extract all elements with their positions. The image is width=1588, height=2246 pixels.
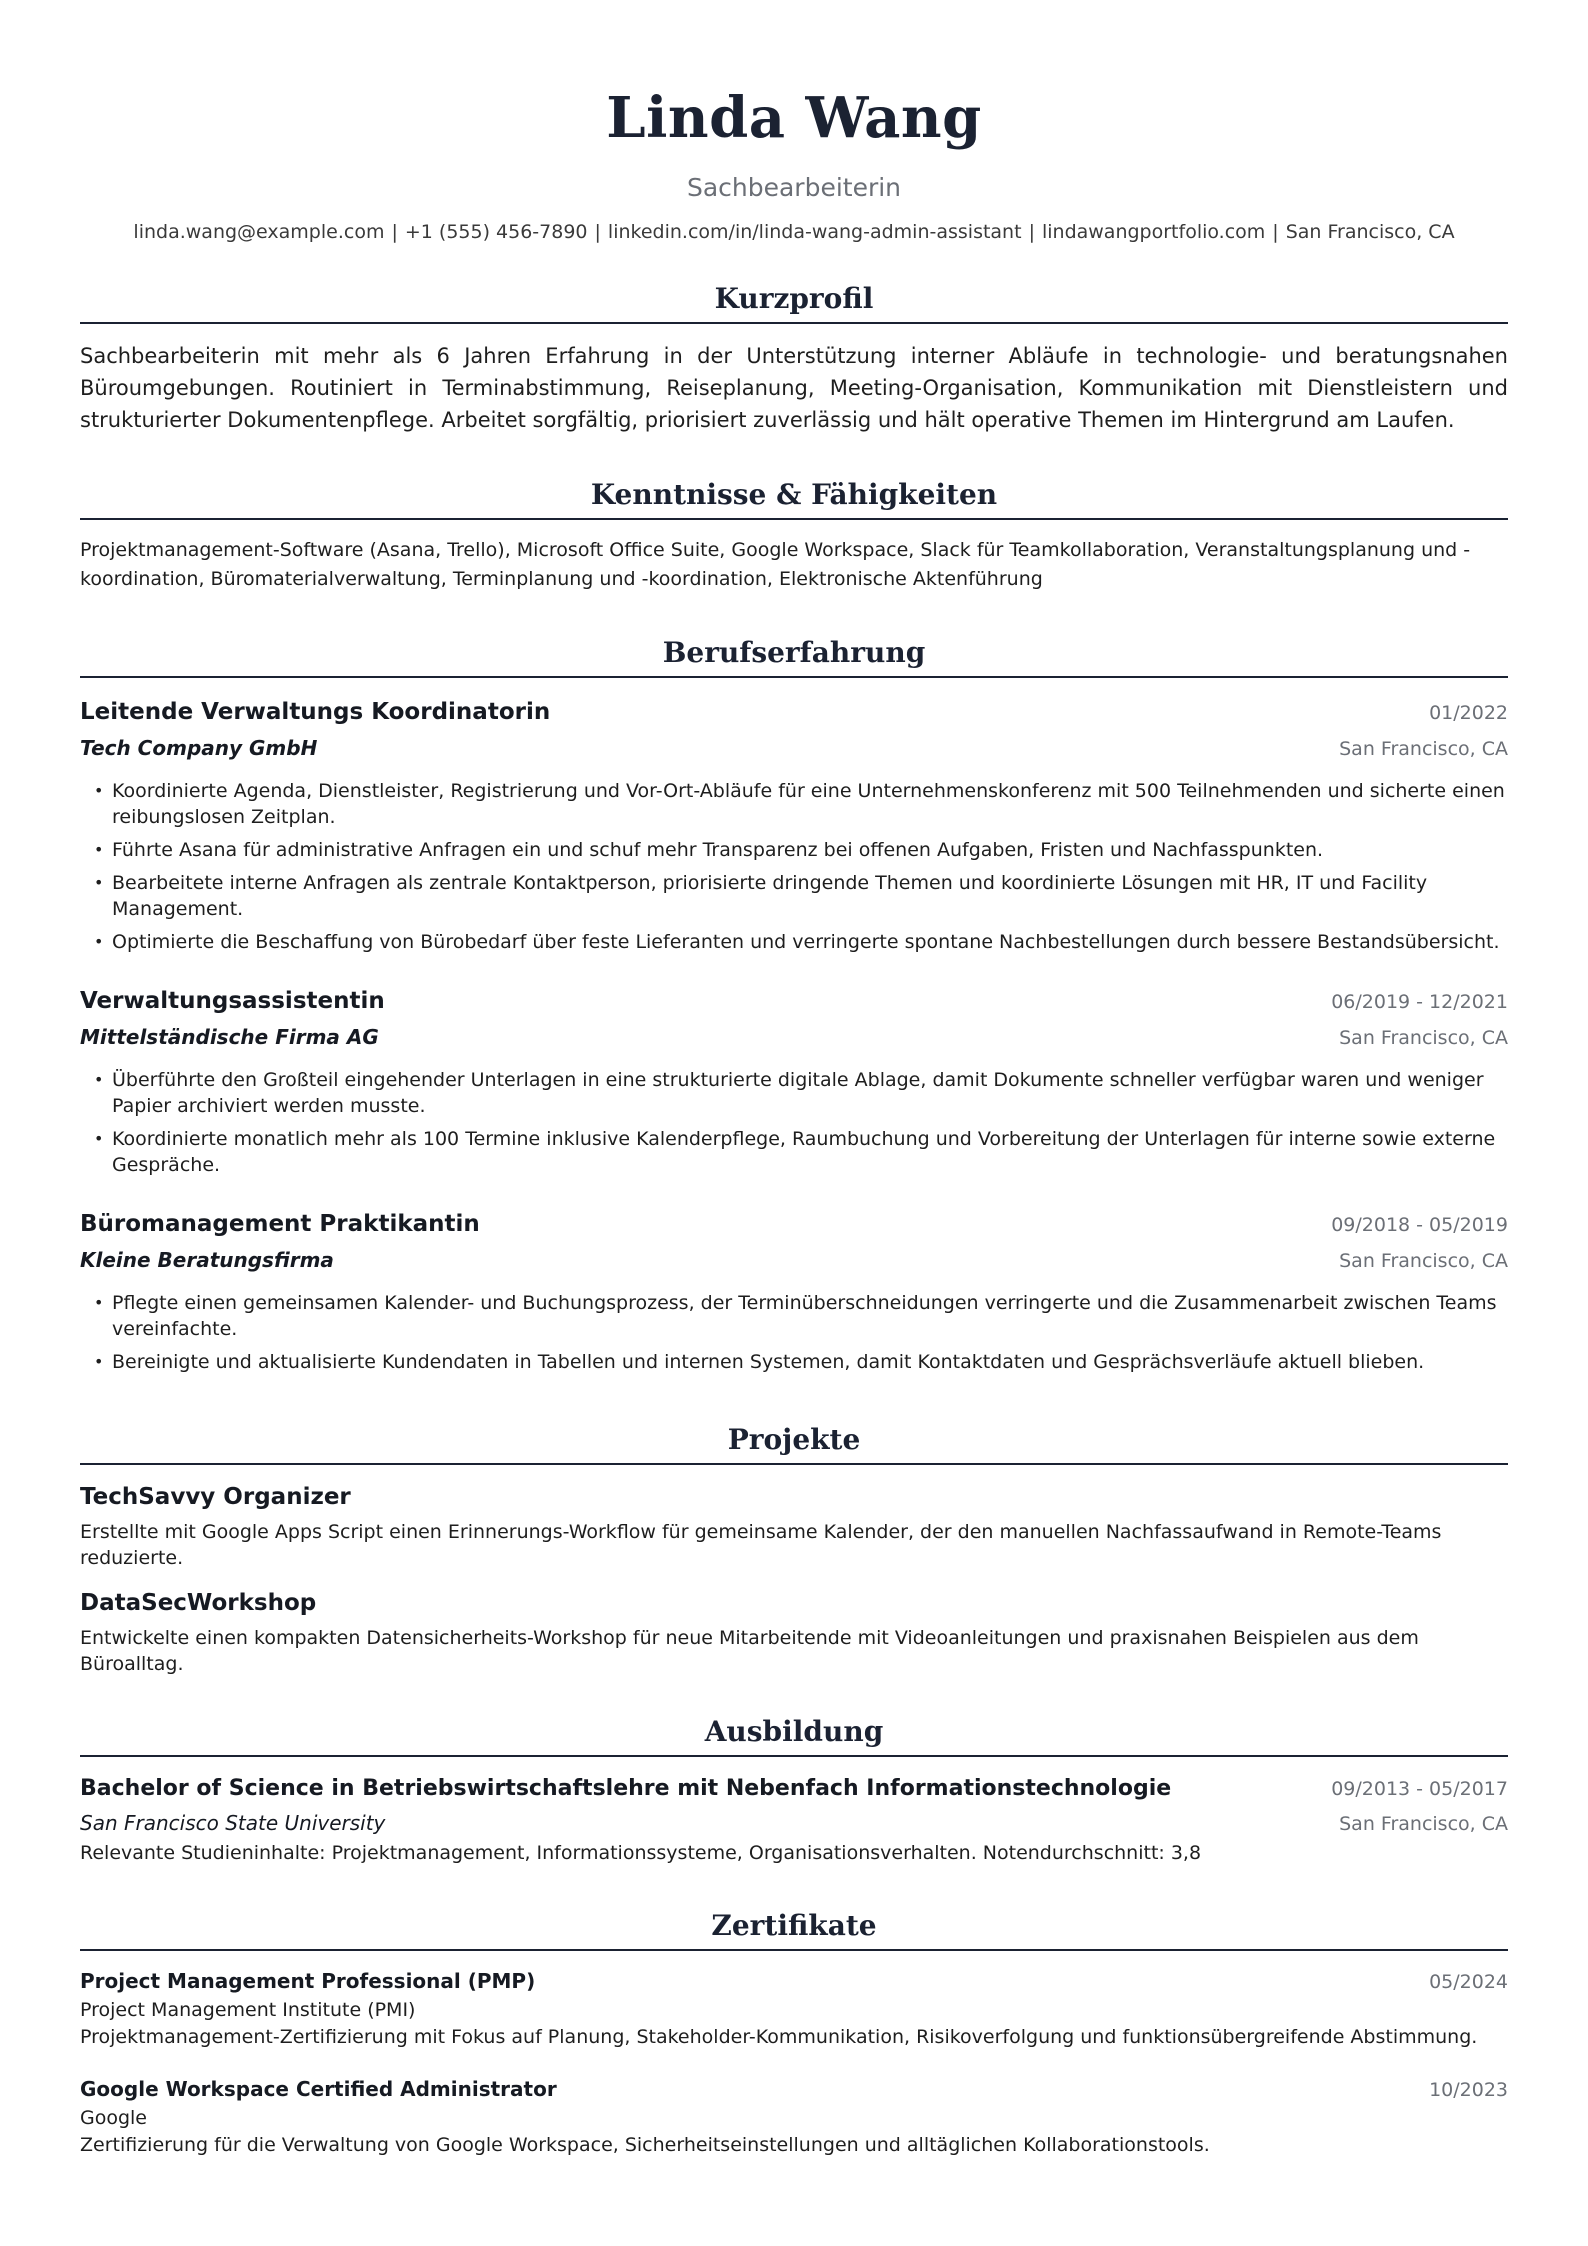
- summary-section: [80, 280, 1508, 436]
- job-date: 01/2022: [1429, 702, 1508, 724]
- education-date: 09/2013 - 05/2017: [1331, 1778, 1508, 1800]
- job-bullets: [80, 1290, 1508, 1375]
- summary-text: Sachbearbeiterin mit mehr als 6 Jahren Erfahrung in der Unterstützung interner Abläufe in technologie- und beratungsnahen Büroumgebungen. Routiniert in Terminabstimmung, Reiseplanung, Meeting-Organisation, Kommunikation mit Dienstleistern und strukturierter Dokumentenpflege. Arbeitet sorgfältig, priorisiert zuverlässig und hält operative Themen im Hintergrund am Laufen.: [80, 344, 1508, 432]
- job-entry: [80, 694, 1508, 955]
- candidate-role: Sachbearbeiterin: [686, 173, 902, 202]
- job-title: Leitende Verwaltungs Koordinatorin: [80, 699, 551, 725]
- job-bullet: • Bearbeitete interne Anfragen als zentrale Kontaktperson, priorisierte dringende Themen und koordinierte Lösungen mit HR, IT und Facility Management.: [94, 870, 1508, 922]
- job-date: 09/2018 - 05/2019: [1331, 1214, 1508, 1236]
- project-entry: [80, 1479, 1508, 1571]
- contact-separator: |: [594, 221, 601, 243]
- job-bullet: • Optimierte die Beschaffung von Bürobedarf über feste Lieferanten und verringerte spontane Nachbestellungen durch bessere Bestandsübersicht.: [94, 929, 1508, 955]
- section-divider: [80, 1463, 1508, 1465]
- job-bullet: • Koordinierte Agenda, Dienstleister, Registrierung und Vor-Ort-Abläufe für eine Unternehmenskonferenz mit 500 Teilnehmenden und sicherte einen reibungslosen Zeitplan.: [94, 778, 1508, 830]
- degree-title: Bachelor of Science in Betriebswirtschaftslehre mit Nebenfach Informationstechnologie: [80, 1776, 1172, 1801]
- section-divider: [80, 1755, 1508, 1757]
- job-bullets: [80, 778, 1508, 955]
- job-company: Tech Company GmbH: [80, 736, 318, 760]
- contact-separator: |: [391, 221, 398, 243]
- job-date: 06/2019 - 12/2021: [1331, 991, 1508, 1013]
- project-description: Entwickelte einen kompakten Datensicherheits-Workshop für neue Mitarbeitende mit Videoanleitungen und praxisnahen Beispielen aus dem Büroalltag.: [80, 1627, 1419, 1675]
- school-name: San Francisco State University: [80, 1811, 386, 1835]
- certificate-description: Projektmanagement-Zertifizierung mit Fokus auf Planung, Stakeholder-Kommunikation, Risikoverfolgung und funktionsübergreifende Abstimmung.: [80, 2026, 1478, 2048]
- job-entry: [80, 983, 1508, 1178]
- project-title: TechSavvy Organizer: [80, 1484, 351, 1510]
- section-title-education: Ausbildung: [704, 1715, 884, 1748]
- certificate-date: 05/2024: [1429, 1971, 1508, 1993]
- resume-header: [80, 80, 1508, 246]
- job-title: Büromanagement Praktikantin: [80, 1211, 480, 1237]
- skills-section: [80, 476, 1508, 594]
- section-divider: [80, 322, 1508, 324]
- contact-separator: |: [1272, 221, 1279, 243]
- project-entry: [80, 1585, 1508, 1677]
- contact-separator: |: [1028, 221, 1035, 243]
- skills-text: Projektmanagement-Software (Asana, Trello), Microsoft Office Suite, Google Workspace, Slack für Teamkollaboration, Veranstaltungsplanung und -koordination, Büromaterialverwaltung, Terminplanung und -koordination, Elektronische Aktenführung: [80, 539, 1471, 590]
- education-details: Relevante Studieninhalte: Projektmanagement, Informationssysteme, Organisationsverhalten. Notendurchschnitt: 3,8: [80, 1842, 1202, 1864]
- contact-email[interactable]: linda.wang@example.com: [133, 221, 385, 243]
- job-location: San Francisco, CA: [1339, 1250, 1508, 1272]
- job-company: Kleine Beratungsfirma: [80, 1248, 334, 1272]
- contact-location: San Francisco, CA: [1285, 221, 1455, 243]
- job-location: San Francisco, CA: [1339, 738, 1508, 760]
- job-bullets: [80, 1067, 1508, 1178]
- contact-phone[interactable]: +1 (555) 456-7890: [404, 221, 588, 243]
- section-title-experience: Berufserfahrung: [662, 636, 926, 669]
- certificate-title: Google Workspace Certified Administrator: [80, 2077, 557, 2101]
- certificate-entry: [80, 1965, 1508, 2051]
- certificate-description: Zertifizierung für die Verwaltung von Google Workspace, Sicherheitseinstellungen und alltäglichen Kollaborationstools.: [80, 2134, 1210, 2156]
- experience-section: [80, 634, 1508, 1375]
- school-location: San Francisco, CA: [1339, 1813, 1508, 1835]
- certificate-issuer: Project Management Institute (PMI): [80, 1999, 416, 2021]
- section-divider: [80, 518, 1508, 520]
- education-section: [80, 1713, 1508, 1867]
- candidate-name: Linda Wang: [606, 85, 982, 151]
- job-entry: [80, 1206, 1508, 1375]
- contact-portfolio[interactable]: lindawangportfolio.com: [1041, 221, 1266, 243]
- job-company: Mittelständische Firma AG: [80, 1025, 379, 1049]
- job-bullet: • Pflegte einen gemeinsamen Kalender- und Buchungsprozess, der Terminüberschneidungen verringerte und die Zusammenarbeit zwischen Teams vereinfachte.: [94, 1290, 1508, 1342]
- job-bullet: • Überführte den Großteil eingehender Unterlagen in eine strukturierte digitale Ablage, damit Dokumente schneller verfügbar waren und weniger Papier archiviert werden musste.: [94, 1067, 1508, 1119]
- project-description: Erstellte mit Google Apps Script einen Erinnerungs-Workflow für gemeinsame Kalender, der den manuellen Nachfassaufwand in Remote-Teams reduzierte.: [80, 1521, 1442, 1569]
- section-title-summary: Kurzprofil: [714, 282, 874, 315]
- contact-line: [80, 218, 1508, 246]
- job-bullet: • Koordinierte monatlich mehr als 100 Termine inklusive Kalenderpflege, Raumbuchung und Vorbereitung der Unterlagen für interne sowie externe Gespräche.: [94, 1126, 1508, 1178]
- contact-linkedin[interactable]: linkedin.com/in/linda-wang-admin-assistant: [607, 221, 1022, 243]
- section-divider: [80, 676, 1508, 678]
- section-divider: [80, 1949, 1508, 1951]
- job-bullet: • Führte Asana für administrative Anfragen ein und schuf mehr Transparenz bei offenen Aufgaben, Fristen und Nachfasspunkten.: [94, 837, 1508, 863]
- education-entry: [80, 1771, 1508, 1867]
- job-title: Verwaltungsassistentin: [80, 988, 385, 1014]
- certificates-section: [80, 1907, 1508, 2159]
- section-title-skills: Kenntnisse & Fähigkeiten: [590, 478, 998, 511]
- projects-section: [80, 1421, 1508, 1677]
- section-title-projects: Projekte: [727, 1423, 861, 1456]
- certificate-entry: [80, 2073, 1508, 2159]
- project-title: DataSecWorkshop: [80, 1590, 317, 1616]
- section-title-certificates: Zertifikate: [711, 1909, 877, 1942]
- certificate-title: Project Management Professional (PMP): [80, 1969, 536, 1993]
- certificate-date: 10/2023: [1429, 2079, 1508, 2101]
- job-location: San Francisco, CA: [1339, 1027, 1508, 1049]
- job-bullet: • Bereinigte und aktualisierte Kundendaten in Tabellen und internen Systemen, damit Kontaktdaten und Gesprächsverläufe aktuell blieben.: [94, 1349, 1508, 1375]
- certificate-issuer: Google: [80, 2107, 148, 2129]
